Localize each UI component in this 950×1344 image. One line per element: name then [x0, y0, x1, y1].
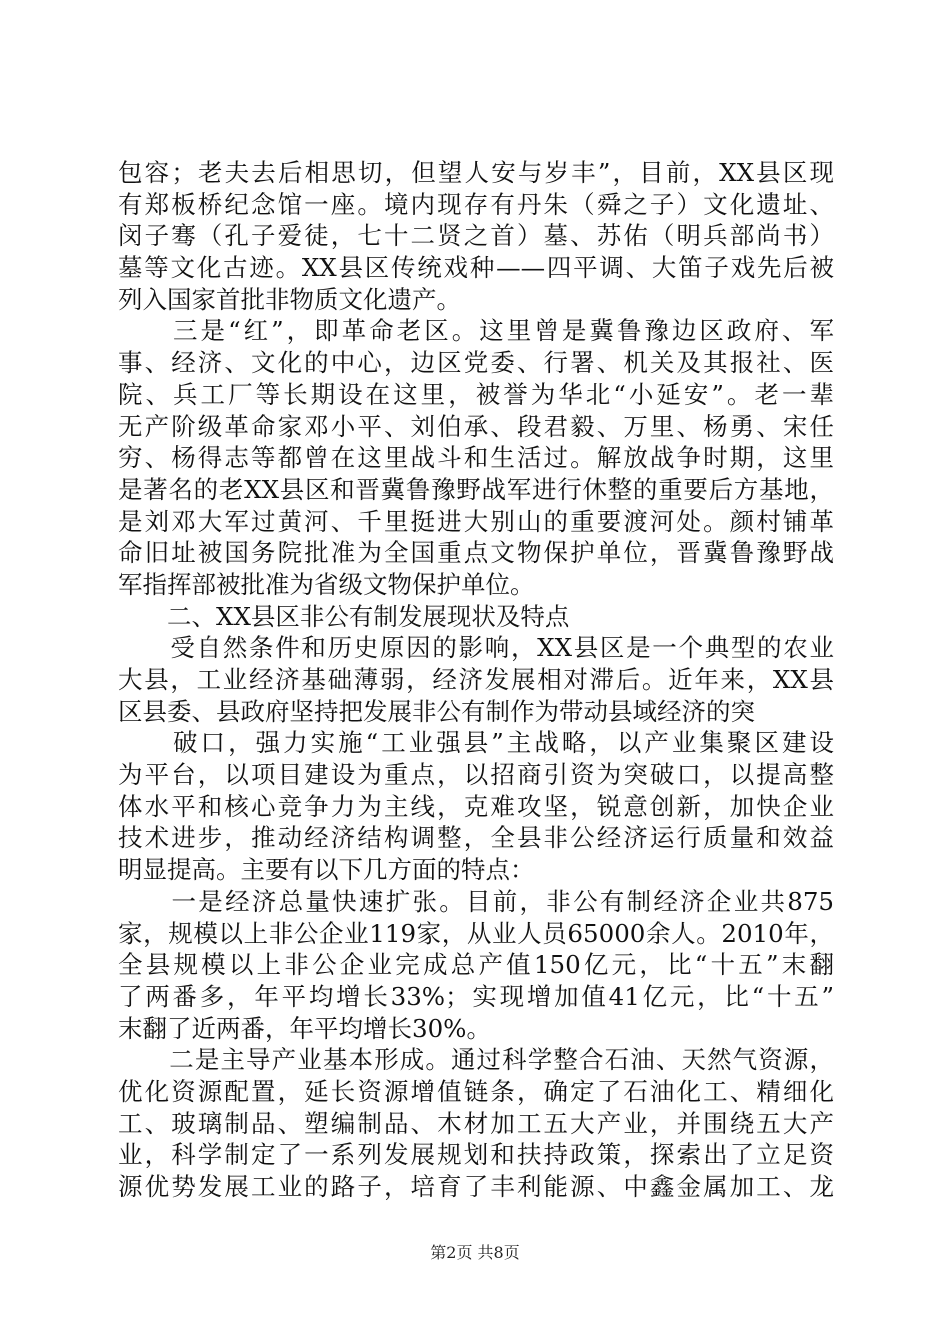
text-line: 二、XX县区非公有制发展现状及特点: [118, 601, 570, 631]
text-line: 一是经济总量快速扩张。目前，非公有制经济企业共875: [118, 886, 834, 916]
text-line: 明显提高。主要有以下几方面的特点：: [118, 855, 535, 885]
text-line: 为平台，以项目建设为重点，以招商引资为突破口，以提高整: [118, 760, 834, 790]
text-line: 全县规模以上非公企业完成总产值150亿元，比“十五”末翻: [118, 950, 834, 980]
text-line: 有郑板桥纪念馆一座。境内现存有丹朱（舜之子）文化遗址、: [118, 189, 834, 219]
text-line: 墓等文化古迹。XX县区传统戏种——四平调、大笛子戏先后被: [118, 253, 834, 283]
text-line: 是刘邓大军过黄河、千里挺进大别山的重要渡河处。颜村铺革: [118, 506, 834, 536]
text-line: 区县委、县政府坚持把发展非公有制作为带动县域经济的突: [118, 696, 755, 726]
page-footer: 第2页 共8页: [430, 1243, 520, 1262]
text-line: 技术进步，推动经济结构调整，全县非公经济运行质量和效益: [118, 823, 834, 853]
text-line: 受自然条件和历史原因的影响，XX县区是一个典型的农业: [118, 633, 834, 663]
text-line: 穷、杨得志等都曾在这里战斗和生活过。解放战争时期，这里: [118, 443, 834, 473]
text-line: 军指挥部被批准为省级文物保护单位。: [118, 569, 535, 599]
text-line: 包容；老夫去后相思切，但望人安与岁丰”，目前，XX县区现: [118, 158, 834, 187]
text-line: 无产阶级革命家邓小平、刘伯承、段君毅、万里、杨勇、宋任: [118, 411, 834, 441]
text-line: 工、玻璃制品、塑编制品、木材加工五大产业，并围绕五大产: [118, 1108, 834, 1138]
text-line: 命旧址被国务院批准为全国重点文物保护单位，晋冀鲁豫野战: [118, 538, 834, 568]
text-line: 闵子骞（孔子爱徒，七十二贤之首）墓、苏佑（明兵部尚书）: [118, 221, 834, 251]
text-line: 优化资源配置，延长资源增值链条，确定了石油化工、精细化: [118, 1076, 834, 1106]
text-line: 业，科学制定了一系列发展规划和扶持政策，探索出了立足资: [118, 1140, 834, 1170]
text-line: 了两番多，年平均增长33%；实现增加值41亿元，比“十五”: [118, 981, 834, 1011]
text-line: 院、兵工厂等长期设在这里，被誉为华北“小延安”。老一辈: [118, 379, 834, 409]
text-line: 事、经济、文化的中心，边区党委、行署、机关及其报社、医: [118, 348, 834, 378]
text-line: 大县，工业经济基础薄弱，经济发展相对滞后。近年来，XX县: [118, 665, 834, 694]
text-line: 三是“红”，即革命老区。这里曾是冀鲁豫边区政府、军: [118, 316, 834, 346]
text-line: 体水平和核心竞争力为主线，克难攻坚，锐意创新，加快企业: [118, 791, 834, 821]
body-text: [118, 157, 834, 1203]
text-line: 破口，强力实施“工业强县”主战略，以产业集聚区建设: [118, 728, 834, 758]
text-line: 二是主导产业基本形成。通过科学整合石油、天然气资源，: [118, 1045, 834, 1075]
text-line: 末翻了近两番，年平均增长30%。: [118, 1013, 491, 1043]
text-line: 家，规模以上非公企业119家，从业人员65000余人。2010年，: [118, 918, 834, 948]
text-line: 是著名的老XX县区和晋冀鲁豫野战军进行休整的重要后方基地，: [118, 474, 834, 504]
text-line: 列入国家首批非物质文化遗产。: [118, 284, 461, 314]
text-line: 源优势发展工业的路子，培育了丰利能源、中鑫金属加工、龙: [118, 1172, 834, 1201]
